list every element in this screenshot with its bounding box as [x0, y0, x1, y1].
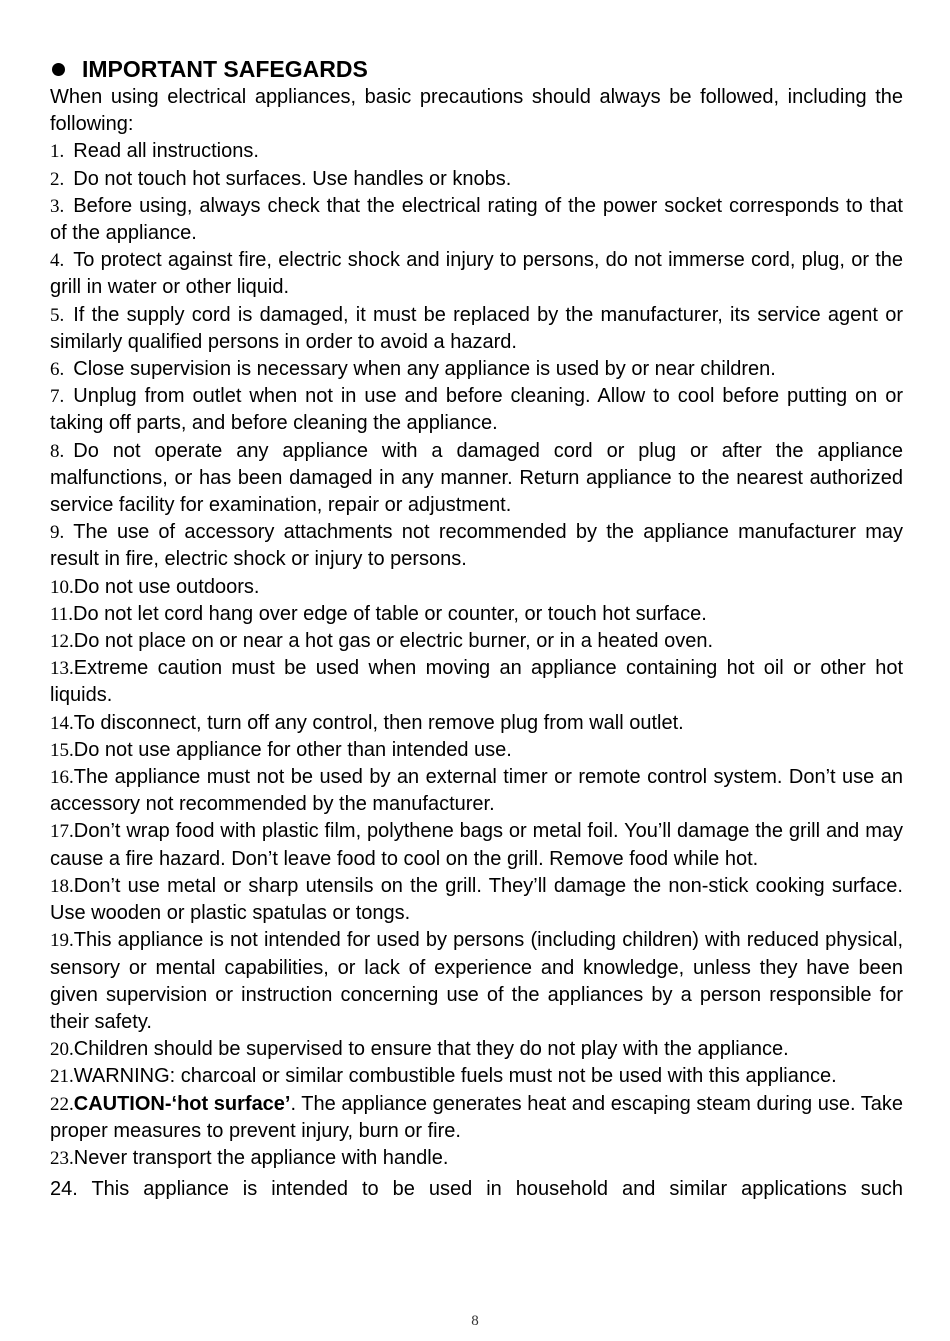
list-item [50, 818, 903, 872]
item-text: Read all instructions. [73, 140, 259, 163]
list-item [50, 247, 903, 301]
item-text: WARNING: charcoal or similar combustible fuels must not be used with this appliance. [73, 1065, 837, 1088]
item-number: 9. [50, 522, 65, 544]
item-text: Do not place on or near a hot gas or electric burner, or in a heated oven. [73, 630, 714, 653]
item-number: 19. [50, 930, 74, 952]
item-number: 24. [50, 1178, 78, 1201]
item-number: 6. [50, 359, 65, 381]
item-text: Do not operate any appliance with a damaged cord or plug or after the appliance malfunctions, or has been damaged in any manner. Return appliance to the nearest authorized service facility for examination, repair or adjustment. [50, 439, 903, 517]
item-number: 1. [50, 141, 65, 163]
item-number: 16. [50, 767, 74, 789]
item-number: 2. [50, 168, 65, 190]
item-text: Unplug from outlet when not in use and before cleaning. Allow to cool before putting on or taking off parts, and before cleaning the appliance. [50, 385, 903, 435]
item-text: Don’t use metal or sharp utensils on the grill. They’ll damage the non-stick cooking surface. Use wooden or plastic spatulas or tongs. [50, 874, 903, 925]
item-text: This appliance is intended to be used in household and similar applications such [91, 1178, 903, 1201]
item-number: 15. [50, 739, 74, 761]
item-text: Close supervision is necessary when any appliance is used by or near children. [73, 358, 776, 381]
heading-text: IMPORTANT SAFEGARDS [82, 56, 368, 82]
item-number: 22. [50, 1093, 74, 1115]
list-item [50, 438, 903, 520]
item-number: 8. [50, 440, 65, 462]
section-heading [52, 54, 903, 84]
item-number: 20. [50, 1039, 74, 1061]
list-item [50, 1063, 903, 1090]
item-text: Never transport the appliance with handle. [73, 1146, 449, 1169]
page-number: 8 [471, 1313, 479, 1329]
list-item [50, 764, 903, 818]
item-number: 3. [50, 195, 65, 217]
item-number: 14. [50, 712, 74, 734]
item-text: Extreme caution must be used when moving an appliance containing hot oil or other hot liquids. [50, 657, 903, 707]
list-item [50, 737, 903, 764]
list-item [50, 166, 903, 193]
list-item [50, 927, 903, 1036]
item-text: Do not let cord hang over edge of table or counter, or touch hot surface. [73, 602, 707, 625]
item-number: 5. [50, 304, 65, 326]
item-number: 12. [50, 631, 74, 653]
list-item-last [50, 1176, 903, 1203]
list-item [50, 302, 903, 356]
item-number: 17. [50, 821, 74, 843]
item-text: . The appliance generates heat and escaping steam during use. Take proper measures to prevent injury, burn or fire. [50, 1092, 904, 1142]
list-item [50, 1036, 903, 1063]
item-text: Do not touch hot surfaces. Use handles or knobs. [73, 167, 512, 190]
list-item [50, 873, 903, 927]
list-item [50, 628, 903, 655]
list-item [50, 710, 903, 737]
item-number: 23. [50, 1147, 74, 1169]
list-item [50, 655, 903, 709]
item-number: 10. [50, 576, 74, 598]
item-text: Before using, always check that the electrical rating of the power socket corresponds to that of the appliance. [50, 194, 903, 245]
caution-label: CAUTION-‘hot surface’ [73, 1092, 291, 1115]
list-item [50, 356, 903, 383]
list-item [50, 383, 903, 437]
list-item [50, 574, 903, 601]
list-item [50, 601, 903, 628]
bullet-icon [52, 63, 65, 76]
item-text: The use of accessory attachments not recommended by the appliance manufacturer may result in fire, electric shock or injury to persons. [50, 521, 903, 571]
item-number: 13. [50, 658, 74, 680]
item-text: Children should be supervised to ensure that they do not play with the appliance. [73, 1038, 789, 1061]
item-number: 4. [50, 250, 65, 272]
item-number: 7. [50, 386, 65, 408]
item-text: Do not use appliance for other than intended use. [73, 738, 512, 761]
document-page [50, 54, 903, 1223]
item-text: This appliance is not intended for used by persons (including children) with reduced physical, sensory or mental capabilities, or lack of experience and knowledge, unless they have been given supervision or instruction concerning use of the appliances by a person responsible for their safety. [50, 929, 903, 1033]
item-text: To disconnect, turn off any control, then remove plug from wall outlet. [73, 711, 684, 734]
item-number: 21. [50, 1066, 74, 1088]
list-item [50, 138, 903, 165]
list-item [50, 1145, 903, 1172]
item-text: Do not use outdoors. [73, 575, 260, 598]
list-item [50, 193, 903, 247]
item-text: The appliance must not be used by an external timer or remote control system. Don’t use an accessory not recommended by the manufacturer. [50, 766, 903, 816]
item-text: If the supply cord is damaged, it must be replaced by the manufacturer, its service agent or similarly qualified persons in order to avoid a hazard. [50, 303, 903, 353]
list-item [50, 519, 903, 573]
item-text: Don’t wrap food with plastic film, polythene bags or metal foil. You’ll damage the grill and may cause a fire hazard. Don’t leave food to cool on the grill. Remove food while hot. [50, 820, 903, 870]
item-number: 11. [50, 603, 74, 625]
intro-paragraph: When using electrical appliances, basic precautions should always be followed, including the following: [50, 86, 903, 136]
item-text: To protect against fire, electric shock and injury to persons, do not immerse cord, plug, or the grill in water or other liquid. [50, 249, 903, 299]
safeguards-list [50, 138, 903, 1172]
list-item [50, 1091, 903, 1145]
item-number: 18. [50, 875, 74, 897]
